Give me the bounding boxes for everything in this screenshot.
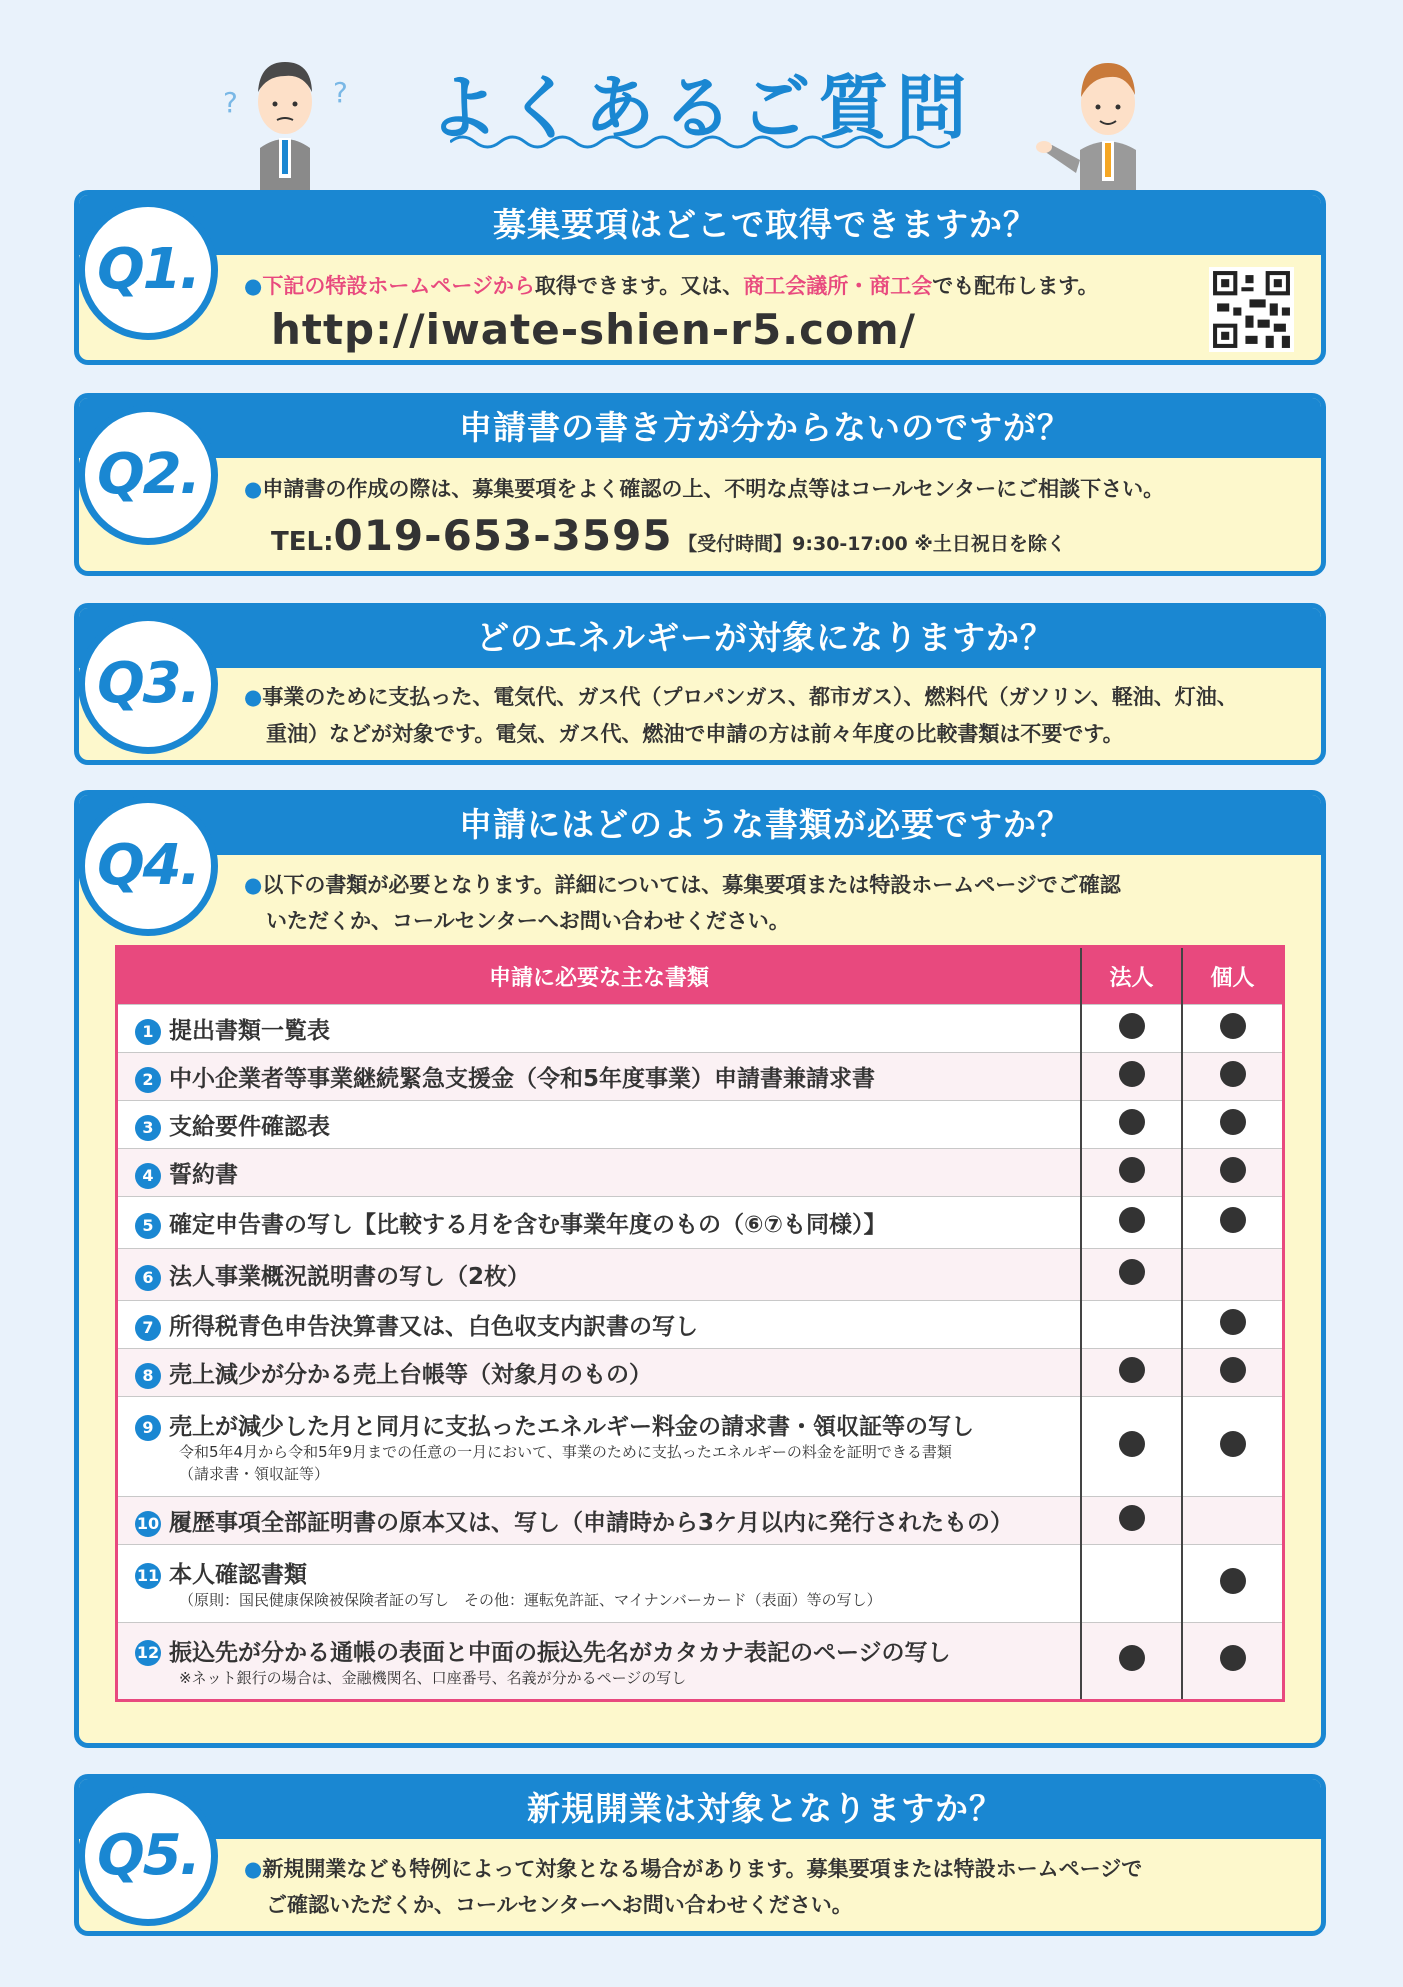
faq-q4-heading: 申請にはどのような書類が必要ですか？ xyxy=(79,795,1321,855)
individual-required-cell xyxy=(1182,1197,1284,1249)
faq-q4-answer-line2: いただくか、コールセンターへお問い合わせください。 xyxy=(266,909,790,933)
table-row xyxy=(117,1005,1284,1053)
required-mark-icon xyxy=(1119,1109,1145,1135)
required-mark-icon xyxy=(1119,1259,1145,1285)
required-mark-icon xyxy=(1220,1061,1246,1087)
row-number-badge: 3 xyxy=(135,1115,161,1141)
required-mark-icon xyxy=(1220,1568,1246,1594)
faq-q2-card xyxy=(74,393,1326,576)
faq-q3-heading: どのエネルギーが対象になりますか？ xyxy=(79,608,1321,668)
required-documents-table xyxy=(115,945,1285,1702)
corporation-required-cell xyxy=(1081,1349,1182,1397)
individual-required-cell xyxy=(1182,1149,1284,1197)
document-name: 提出書類一覧表 xyxy=(169,1018,330,1044)
wave-underline xyxy=(450,132,950,152)
individual-required-cell xyxy=(1182,1053,1284,1101)
document-cell xyxy=(117,1249,1082,1301)
document-name: 所得税青色申告決算書又は、白色収支内訳書の写し xyxy=(169,1314,698,1340)
document-cell xyxy=(117,1197,1082,1249)
document-name: 支給要件確認表 xyxy=(169,1114,330,1140)
required-mark-icon xyxy=(1119,1061,1145,1087)
header-documents: 申請に必要な主な書類 xyxy=(117,947,1082,1005)
document-note: （原則：国民健康保険被保険者証の写し その他：運転免許証、マイナンバーカード（表面）等の写し） xyxy=(179,1591,882,1609)
document-cell xyxy=(117,1149,1082,1197)
document-cell xyxy=(117,1301,1082,1349)
corporation-required-cell xyxy=(1081,1545,1182,1623)
phone-info: TEL:019-653-3595 【受付時間】9:30-17:00 ※土日祝日を除く xyxy=(271,511,1066,560)
qr-code-icon[interactable] xyxy=(1209,267,1294,352)
required-mark-icon xyxy=(1220,1109,1246,1135)
required-mark-icon xyxy=(1220,1431,1246,1457)
document-name: 確定申告書の写し【比較する月を含む事業年度のもの（⑥⑦も同様）】 xyxy=(169,1212,887,1238)
individual-required-cell xyxy=(1182,1497,1284,1545)
faq-q3-answer-line1: ●事業のために支払った、電気代、ガス代（プロパンガス、都市ガス）、燃料代（ガソリン、軽油、灯油、 xyxy=(244,685,1238,709)
guide-person-illustration xyxy=(1030,35,1180,190)
faq-q1-card xyxy=(74,190,1326,365)
row-number-badge: 11 xyxy=(135,1563,161,1589)
required-mark-icon xyxy=(1119,1013,1145,1039)
corporation-required-cell xyxy=(1081,1301,1182,1349)
row-number-badge: 12 xyxy=(135,1640,161,1666)
document-name: 中小企業者等事業継続緊急支援金（令和5年度事業）申請書兼請求書 xyxy=(169,1066,876,1092)
row-number-badge: 6 xyxy=(135,1265,161,1291)
document-cell xyxy=(117,1349,1082,1397)
table-row xyxy=(117,1149,1284,1197)
required-mark-icon xyxy=(1220,1207,1246,1233)
faq-q5-card xyxy=(74,1774,1326,1936)
faq-q5-answer-line2: ご確認いただくか、コールセンターへお問い合わせください。 xyxy=(266,1893,853,1917)
table-row xyxy=(117,1545,1284,1623)
faq-q3-answer-line2: 重油）などが対象です。電気、ガス代、燃油で申請の方は前々年度の比較書類は不要です。 xyxy=(266,722,1124,746)
document-cell xyxy=(117,1497,1082,1545)
row-number-badge: 10 xyxy=(135,1511,161,1537)
faq-q2-answer: ●申請書の作成の際は、募集要項をよく確認の上、不明な点等はコールセンターにご相談下さい。 xyxy=(244,477,1165,501)
q4-badge: Q4. xyxy=(78,796,218,936)
required-mark-icon xyxy=(1119,1157,1145,1183)
row-number-badge: 7 xyxy=(135,1315,161,1341)
individual-required-cell xyxy=(1182,1301,1284,1349)
table-row xyxy=(117,1623,1284,1701)
required-mark-icon xyxy=(1220,1309,1246,1335)
document-cell xyxy=(117,1623,1082,1701)
required-mark-icon xyxy=(1119,1431,1145,1457)
faq-q5-answer-line1: ●新規開業なども特例によって対象となる場合があります。募集要項または特設ホームページで xyxy=(244,1857,1143,1881)
required-mark-icon xyxy=(1220,1357,1246,1383)
required-mark-icon xyxy=(1119,1357,1145,1383)
table-row xyxy=(117,1101,1284,1149)
table-row xyxy=(117,1349,1284,1397)
document-cell xyxy=(117,1005,1082,1053)
corporation-required-cell xyxy=(1081,1623,1182,1701)
row-number-badge: 1 xyxy=(135,1019,161,1045)
required-mark-icon xyxy=(1119,1645,1145,1671)
corporation-required-cell xyxy=(1081,1005,1182,1053)
q2-badge: Q2. xyxy=(78,405,218,545)
q1-badge: Q1. xyxy=(78,200,218,340)
document-name: 本人確認書類 xyxy=(169,1562,307,1588)
row-number-badge: 8 xyxy=(135,1363,161,1389)
row-number-badge: 5 xyxy=(135,1213,161,1239)
table-row xyxy=(117,1397,1284,1497)
corporation-required-cell xyxy=(1081,1101,1182,1149)
svg-text:?: ? xyxy=(223,86,238,119)
individual-required-cell xyxy=(1182,1397,1284,1497)
table-row xyxy=(117,1301,1284,1349)
corporation-required-cell xyxy=(1081,1397,1182,1497)
corporation-required-cell xyxy=(1081,1149,1182,1197)
header-individual: 個人 xyxy=(1182,947,1284,1005)
document-cell xyxy=(117,1053,1082,1101)
corporation-required-cell xyxy=(1081,1249,1182,1301)
table-row xyxy=(117,1497,1284,1545)
document-cell xyxy=(117,1101,1082,1149)
confused-person-illustration xyxy=(215,30,355,190)
page-title: よくあるご質問 xyxy=(428,67,975,149)
faq-q3-card xyxy=(74,603,1326,765)
row-number-badge: 9 xyxy=(135,1415,161,1441)
required-mark-icon xyxy=(1119,1207,1145,1233)
individual-required-cell xyxy=(1182,1349,1284,1397)
required-mark-icon xyxy=(1220,1013,1246,1039)
document-name: 履歴事項全部証明書の原本又は、写し（申請時から3ケ月以内に発行されたもの） xyxy=(169,1510,1014,1536)
required-mark-icon xyxy=(1220,1157,1246,1183)
document-name: 法人事業概況説明書の写し（2枚） xyxy=(169,1264,531,1290)
corporation-required-cell xyxy=(1081,1197,1182,1249)
q3-badge: Q3. xyxy=(78,614,218,754)
website-url-link[interactable]: http://iwate-shien-r5.com/ xyxy=(271,305,916,354)
document-note: ※ネット銀行の場合は、金融機関名、口座番号、名義が分かるページの写し xyxy=(179,1668,687,1687)
document-cell xyxy=(117,1545,1082,1623)
document-name: 売上減少が分かる売上台帳等（対象月のもの） xyxy=(169,1362,652,1388)
individual-required-cell xyxy=(1182,1005,1284,1053)
document-note-2: （請求書・領収証等） xyxy=(179,1465,330,1483)
row-number-badge: 2 xyxy=(135,1067,161,1093)
required-mark-icon xyxy=(1220,1645,1246,1671)
individual-required-cell xyxy=(1182,1101,1284,1149)
table-row xyxy=(117,1197,1284,1249)
faq-q1-answer: ●下記の特設ホームページから取得できます。又は、商工会議所・商工会でも配布します。 xyxy=(244,274,1099,298)
individual-required-cell xyxy=(1182,1545,1284,1623)
faq-q1-heading: 募集要項はどこで取得できますか？ xyxy=(79,195,1321,255)
document-name: 振込先が分かる通帳の表面と中面の振込先名がカタカナ表記のページの写し xyxy=(169,1639,951,1666)
faq-q5-heading: 新規開業は対象となりますか？ xyxy=(79,1779,1321,1839)
corporation-required-cell xyxy=(1081,1053,1182,1101)
required-mark-icon xyxy=(1119,1505,1145,1531)
document-note: 令和5年4月から令和5年9月までの任意の一月において、事業のために支払ったエネルギーの料金を証明できる書類 xyxy=(179,1443,952,1461)
individual-required-cell xyxy=(1182,1249,1284,1301)
q5-badge: Q5. xyxy=(78,1786,218,1926)
document-name: 売上が減少した月と同月に支払ったエネルギー料金の請求書・領収証等の写し xyxy=(169,1414,974,1440)
corporation-required-cell xyxy=(1081,1497,1182,1545)
faq-q2-heading: 申請書の書き方が分からないのですが？ xyxy=(79,398,1321,458)
row-number-badge: 4 xyxy=(135,1163,161,1189)
table-row xyxy=(117,1053,1284,1101)
individual-required-cell xyxy=(1182,1623,1284,1701)
document-name: 誓約書 xyxy=(169,1162,238,1188)
header-corporation: 法人 xyxy=(1081,947,1182,1005)
faq-q4-answer-line1: ●以下の書類が必要となります。詳細については、募集要項または特設ホームページでご確認 xyxy=(244,873,1121,897)
phone-number[interactable]: 019-653-3595 xyxy=(333,511,673,560)
table-row xyxy=(117,1249,1284,1301)
svg-text:?: ? xyxy=(333,76,348,109)
document-cell xyxy=(117,1397,1082,1497)
